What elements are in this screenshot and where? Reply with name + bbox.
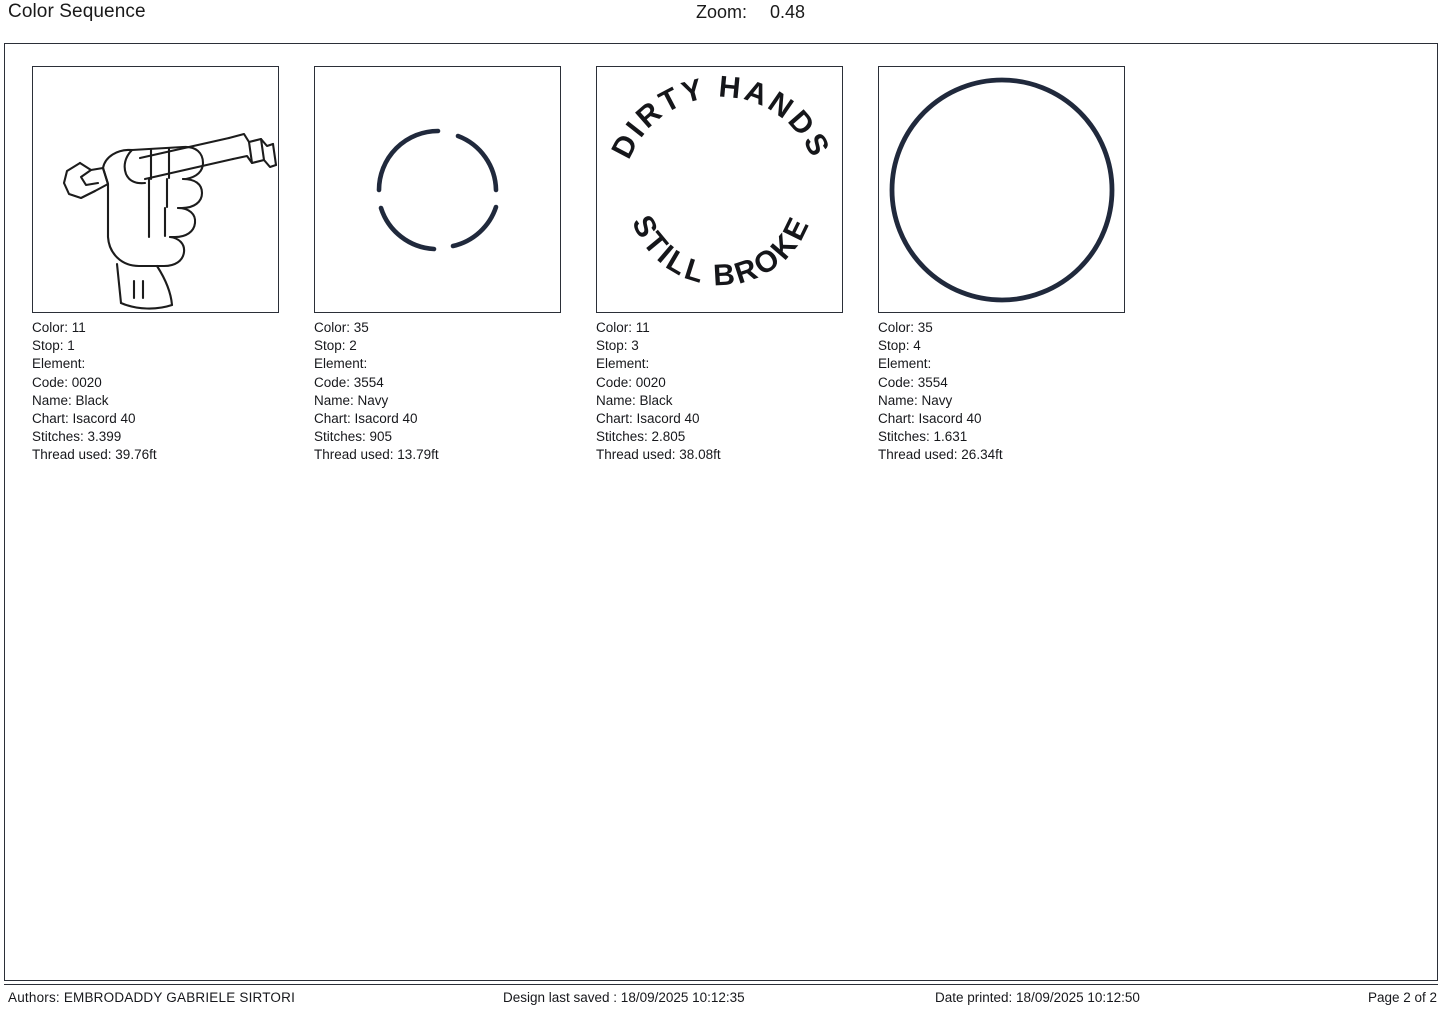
- zoom-control: [696, 2, 805, 23]
- name-value: Name: Black: [32, 392, 109, 408]
- code-value: Code: 3554: [314, 374, 384, 390]
- chart-value: Chart: Isacord 40: [314, 411, 418, 427]
- code-value: Code: 3554: [878, 374, 948, 390]
- chart-value: Chart: Isacord 40: [32, 411, 136, 427]
- arc-text-bottom: STILL BROKE: [625, 210, 817, 293]
- chart-value: Chart: Isacord 40: [878, 411, 982, 427]
- svg-text:DIRTY HANDS: [605, 70, 836, 163]
- zoom-label: Zoom:: [696, 2, 748, 22]
- thread-used-value: Thread used: 39.76ft: [32, 447, 157, 463]
- stop-value: Stop: 2: [314, 338, 357, 354]
- color-value: Color: 35: [314, 320, 369, 335]
- element-value: Element:: [596, 356, 650, 372]
- color-block-meta: [878, 319, 1160, 465]
- arc-text-top: DIRTY HANDS: [605, 70, 837, 164]
- code-value: Code: 0020: [596, 374, 666, 390]
- name-value: Name: Black: [596, 392, 673, 408]
- color-block-meta: [596, 319, 878, 465]
- list-item[interactable]: [314, 66, 596, 465]
- zoom-value: 0.48: [770, 2, 806, 22]
- name-value: Name: Navy: [314, 392, 389, 408]
- footer-last-saved: Design last saved : 18/09/2025 10:12:35: [503, 990, 745, 1005]
- list-item[interactable]: [32, 66, 314, 465]
- footer-page-number: Page 2 of 2: [1367, 990, 1437, 1005]
- code-value: Code: 0020: [32, 374, 102, 390]
- element-value: Element:: [32, 356, 86, 372]
- stitches-value: Stitches: 2.805: [596, 429, 686, 445]
- stitches-value: Stitches: 1.631: [878, 429, 968, 445]
- stop-value: Stop: 3: [596, 338, 639, 354]
- page-footer: [0, 990, 1445, 1012]
- full-circle-outline-thumbnail[interactable]: [878, 66, 1125, 313]
- color-block-meta: [314, 319, 596, 465]
- stitches-value: Stitches: 905: [314, 429, 393, 445]
- page-header: [0, 0, 1445, 34]
- footer-date-printed: Date printed: 18/09/2025 10:12:50: [935, 990, 1140, 1005]
- color-value: Color: 11: [596, 320, 650, 335]
- color-value: Color: 11: [32, 320, 86, 335]
- footer-authors: Authors: EMBRODADDY GABRIELE SIRTORI: [8, 990, 296, 1005]
- thread-used-value: Thread used: 13.79ft: [314, 447, 439, 463]
- color-block-meta: [32, 319, 314, 465]
- hand-holding-wrench-thumbnail[interactable]: [32, 66, 279, 313]
- stop-value: Stop: 4: [878, 338, 921, 354]
- color-value: Color: 35: [878, 320, 933, 335]
- page-title: Color Sequence: [8, 1, 146, 22]
- element-value: Element:: [878, 356, 932, 372]
- svg-text:STILL BROKE: [625, 210, 817, 292]
- color-sequence-list: [32, 66, 1160, 465]
- name-value: Name: Navy: [878, 392, 953, 408]
- thread-used-value: Thread used: 38.08ft: [596, 447, 721, 463]
- broken-circle-outline-thumbnail[interactable]: [314, 66, 561, 313]
- circular-text-dirty-hands-still-broke-thumbnail[interactable]: [596, 66, 843, 313]
- thread-used-value: Thread used: 26.34ft: [878, 447, 1003, 463]
- stop-value: Stop: 1: [32, 338, 75, 354]
- chart-value: Chart: Isacord 40: [596, 411, 700, 427]
- element-value: Element:: [314, 356, 368, 372]
- footer-divider: [4, 984, 1438, 985]
- list-item[interactable]: [596, 66, 878, 465]
- list-item[interactable]: [878, 66, 1160, 465]
- stitches-value: Stitches: 3.399: [32, 429, 122, 445]
